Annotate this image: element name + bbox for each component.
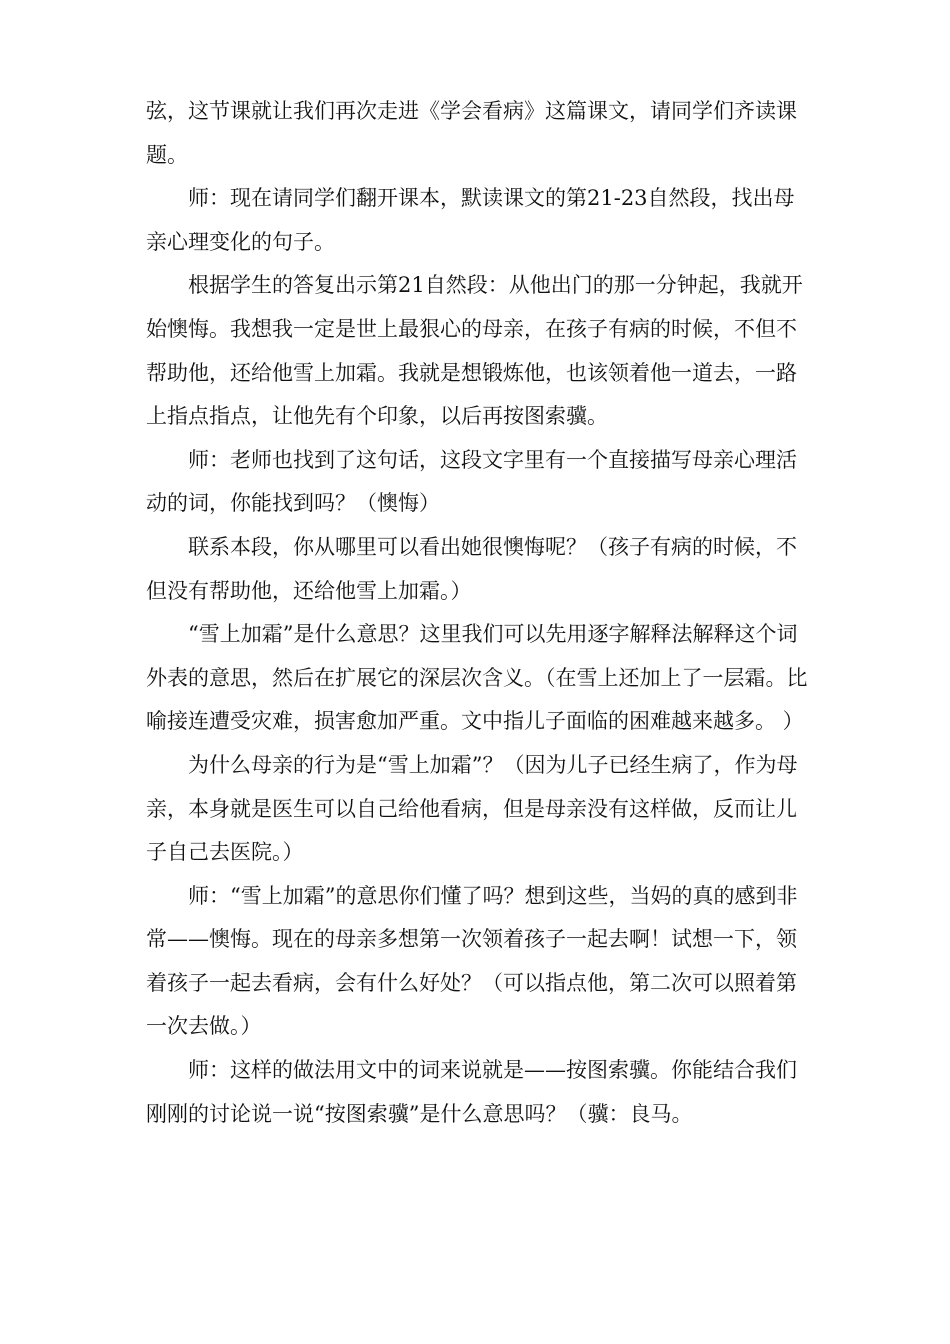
paragraph-8: 师：“雪上加霜”的意思你们懂了吗？想到这些，当妈的真的感到非常——懊悔。现在的母亲多想第一次领着孩子一起去啊！试想一下，领着孩子一起去看病，会有什么好处？（可以指点他，第二次可以照着第一次去做。）: [146, 883, 798, 1039]
paragraph-1: 弦，这节课就让我们再次走进《学会看病》这篇课文，请同学们齐读课题。: [146, 99, 797, 167]
paragraph-2: 师：现在请同学们翻开课本，默读课文的第21-23自然段，找出母亲心理变化的句子。: [146, 186, 795, 254]
paragraph-5: 联系本段，你从哪里可以看出她很懊悔呢？（孩子有病的时候，不但没有帮助他，还给他雪上加霜。）: [146, 534, 797, 603]
document-body: [146, 90, 810, 1136]
paragraph-9: 师：这样的做法用文中的词来说就是——按图索骥。你能结合我们刚刚的讨论说一说“按图索骥”是什么意思吗？（骥：良马。: [146, 1058, 797, 1126]
paragraph-4: 师：老师也找到了这句话，这段文字里有一个直接描写母亲心理活动的词，你能找到吗？（懊悔）: [146, 447, 797, 516]
paragraph-3: 根据学生的答复出示第21自然段：从他出门的那一分钟起，我就开始懊悔。我想我一定是世上最狠心的母亲，在孩子有病的时候，不但不帮助他，还给他雪上加霜。我就是想锻炼他，也该领着他一道去，一路上指点指点，让他先有个印象，以后再按图索骥。: [146, 273, 803, 429]
paragraph-6: “雪上加霜”是什么意思？这里我们可以先用逐字解释法解释这个词外表的意思，然后在扩展它的深层次含义。（在雪上还加上了一层霜。比喻接连遭受灾难，损害愈加严重。文中指儿子面临的困难越来越多。 ）: [146, 622, 808, 734]
paragraph-7: 为什么母亲的行为是“雪上加霜”？（因为儿子已经生病了，作为母亲，本身就是医生可以自己给他看病，但是母亲没有这样做，反而让儿子自己去医院。）: [146, 752, 798, 865]
